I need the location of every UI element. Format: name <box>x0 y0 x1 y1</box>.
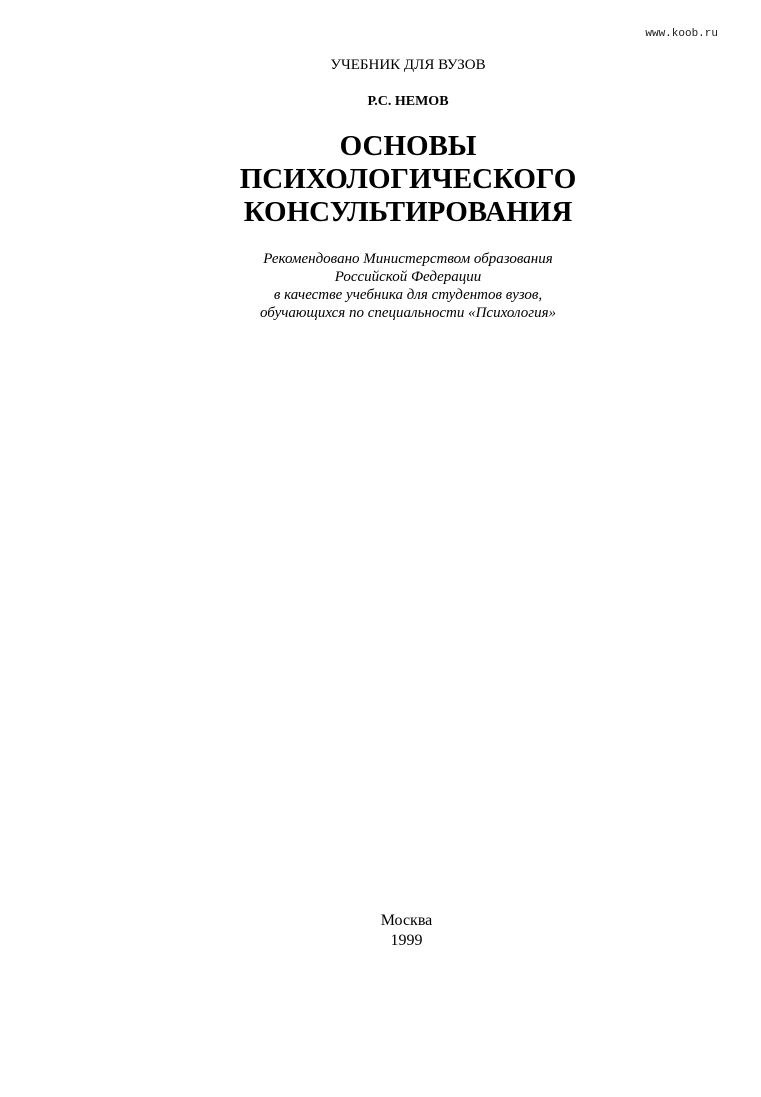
book-title-line: ОСНОВЫ <box>339 130 477 162</box>
imprint <box>0 911 761 951</box>
imprint-year: 1999 <box>390 932 423 949</box>
imprint-city: Москва <box>380 912 433 929</box>
author-name: Р.С. НЕМОВ <box>367 94 449 109</box>
recommendation-note <box>0 250 761 322</box>
recommendation-line: Рекомендовано Министерством образования <box>263 251 553 267</box>
recommendation-line: в качестве учебника для студентов вузов, <box>273 287 543 303</box>
recommendation-line: Российской Федерации <box>334 269 482 285</box>
book-title-line: ПСИХОЛОГИЧЕСКОГО <box>239 163 577 195</box>
recommendation-line: обучающихся по специальности «Психология» <box>259 305 557 321</box>
book-title-line: КОНСУЛЬТИРОВАНИЯ <box>243 196 573 228</box>
watermark-url: www.koob.ru <box>645 28 718 40</box>
book-title <box>0 130 761 229</box>
series-label: УЧЕБНИК ДЛЯ ВУЗОВ <box>330 57 486 73</box>
